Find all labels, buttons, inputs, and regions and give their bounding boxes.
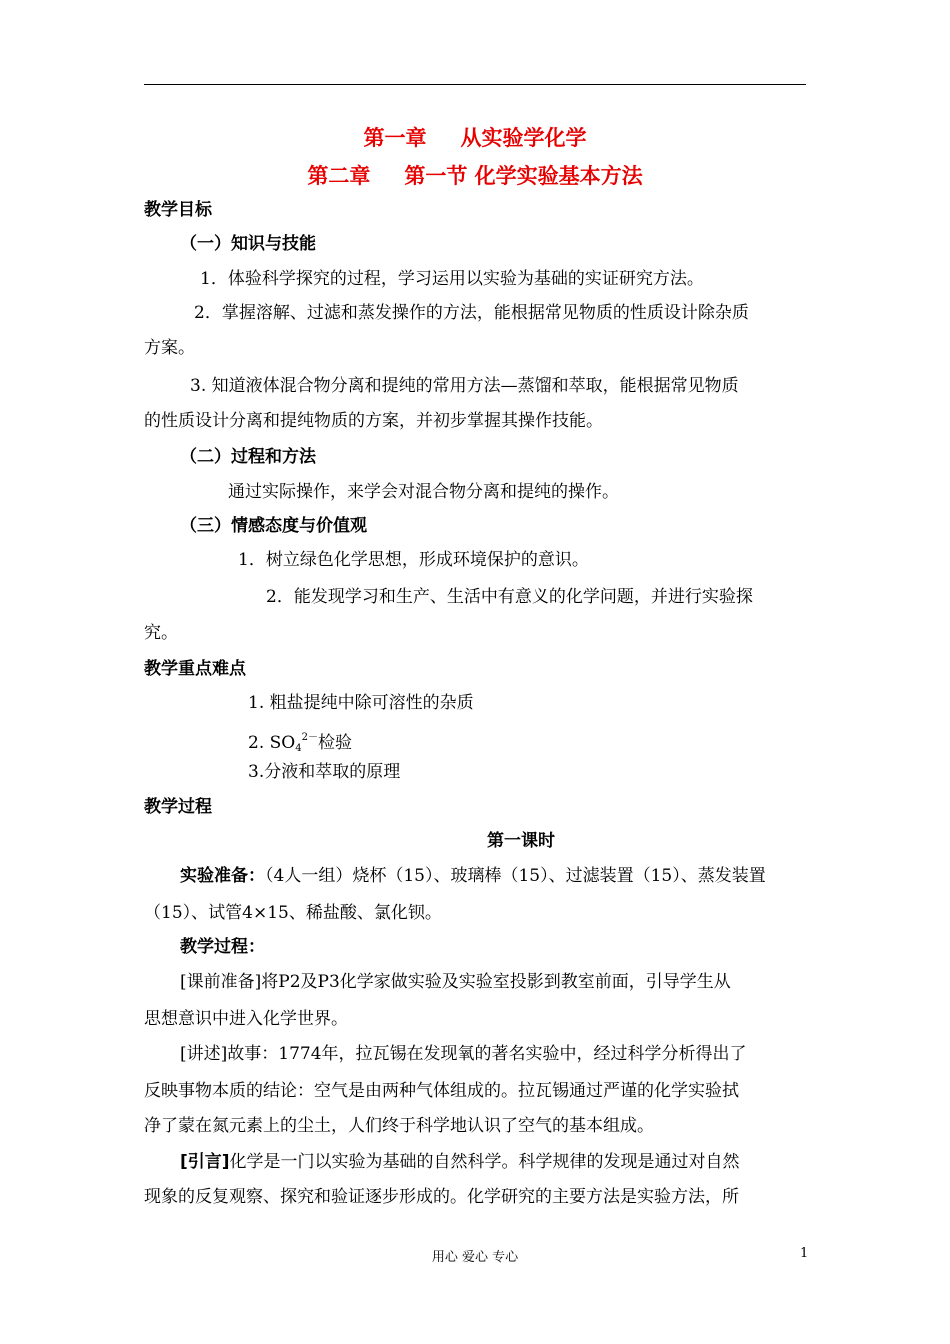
emotion-item-2-line1: 2．能发现学习和生产、生活中有意义的化学问题，并进行实验探 [266,587,753,607]
lecture-line3: 净了蒙在氮元素上的尘土，人们终于科学地认识了空气的基本组成。 [144,1116,654,1136]
knowledge-heading: （一）知识与技能 [180,234,316,254]
key-point-3: 3.分液和萃取的原理 [248,762,401,782]
key-point-2-subscript: 4 [295,743,302,754]
intro-label: [引言] [180,1152,230,1172]
knowledge-item-3-line2: 的性质设计分离和提纯物质的方案，并初步掌握其操作技能。 [144,411,603,431]
emotion-item-2-line2: 究。 [144,623,178,643]
key-point-2-superscript: 2－ [301,732,318,743]
lecture-line1: [讲述]故事：1774年，拉瓦锡在发现氧的著名实验中，经过科学分析得出了 [180,1044,747,1064]
chapter2-label: 第二章 [307,164,371,188]
lesson-title: 第一课时 [487,831,555,851]
section-title [0,160,950,190]
pre-class-line1: [课前准备]将P2及P3化学家做实验及实验室投影到教室前面，引导学生从 [180,972,731,992]
footer-motto: 用心 爱心 专心 [431,1250,519,1265]
key-point-1: 1. 粗盐提纯中除可溶性的杂质 [248,693,474,713]
knowledge-item-2-line2: 方案。 [144,338,195,358]
prep-line2: （15）、试管4×15、稀盐酸、氯化钡。 [144,903,442,923]
goals-heading: 教学目标 [144,200,212,220]
pre-class-line2: 思想意识中进入化学世界。 [144,1009,348,1029]
prep-text: （4人一组）烧杯（15）、玻璃棒（15）、过滤装置（15）、蒸发装置 [265,866,766,886]
prep-line1 [180,865,766,887]
knowledge-item-2-line1: 2．掌握溶解、过滤和蒸发操作的方法，能根据常见物质的性质设计除杂质 [194,303,749,323]
section-title-text: 第一节 化学实验基本方法 [404,164,643,188]
key-point-2-prefix: 2. SO [248,733,296,753]
emotion-heading: （三）情感态度与价值观 [180,516,367,536]
process-method-text: 通过实际操作，来学会对混合物分离和提纯的操作。 [228,482,619,502]
emotion-item-1: 1．树立绿色化学思想，形成环境保护的意识。 [238,550,589,570]
header-rule [144,84,806,85]
intro-text: 化学是一门以实验为基础的自然科学。科学规律的发现是通过对自然 [229,1152,740,1172]
key-points-heading: 教学重点难点 [144,659,246,679]
prep-label: 实验准备： [180,866,265,886]
key-point-2 [248,727,352,760]
knowledge-item-1: 1．体验科学探究的过程，学习运用以实验为基础的实证研究方法。 [200,269,704,289]
teach-label: 教学过程： [180,937,265,957]
chapter1-name: 从实验学化学 [460,126,587,150]
key-point-2-suffix: 检验 [317,733,352,753]
chapter-title [0,122,950,152]
knowledge-item-3-line1: 3. 知道液体混合物分离和提纯的常用方法—蒸馏和萃取，能根据常见物质 [190,376,739,396]
process-heading: 教学过程 [144,797,212,817]
process-method-heading: （二）过程和方法 [180,447,316,467]
page-number: 1 [800,1246,809,1261]
intro-line2: 现象的反复观察、探究和验证逐步形成的。化学研究的主要方法是实验方法，所 [144,1187,739,1207]
intro-line1 [180,1151,740,1173]
lecture-line2: 反映事物本质的结论：空气是由两种气体组成的。拉瓦锡通过严谨的化学实验拭 [144,1081,739,1101]
chapter1-label: 第一章 [363,126,427,150]
